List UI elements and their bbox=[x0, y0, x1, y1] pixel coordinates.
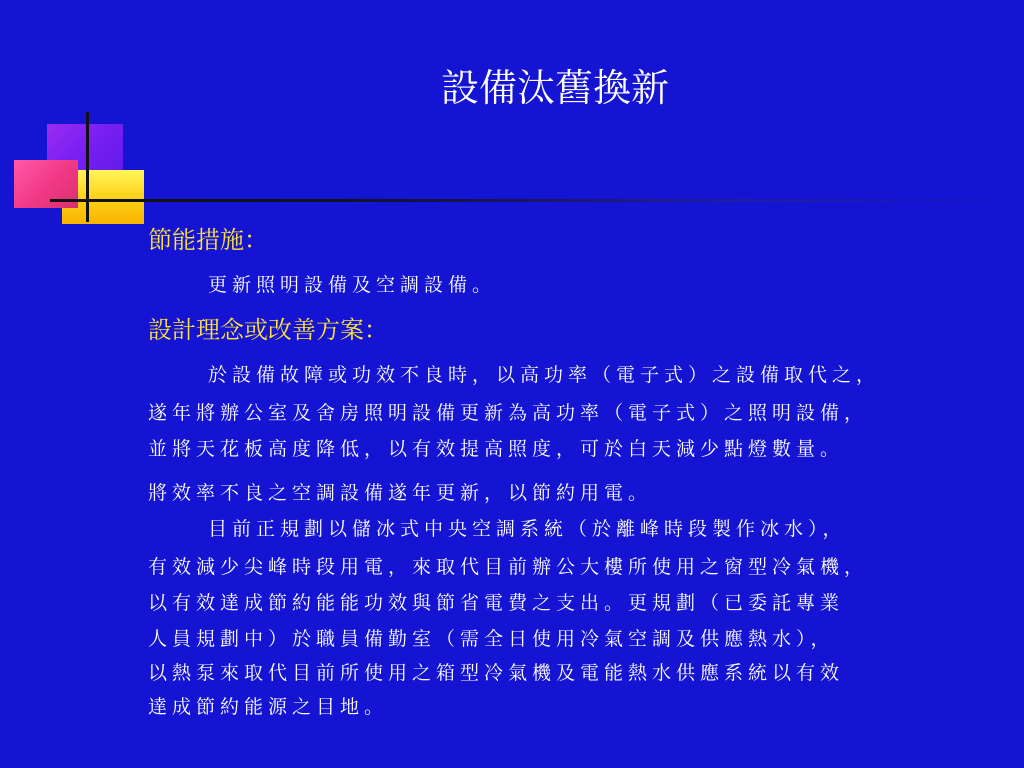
text-line: 以熱泵來取代目前所使用之箱型冷氣機及電能熱水供應系統以有效 bbox=[148, 662, 845, 684]
text-line: 將效率不良之空調設備遂年更新，以節約用電。 bbox=[148, 482, 653, 504]
text-line: 以有效達成節約能能功效與節省電費之支出。更規劃（已委託專業 bbox=[148, 592, 845, 614]
text-line: 人員規劃中）於職員備勤室（需全日使用冷氣空調及供應熱水）， bbox=[148, 628, 835, 650]
text-line: 於設備故障或功效不良時，以高功率（電子式）之設備取代之， bbox=[208, 364, 881, 386]
section-heading-design: 設計理念或改善方案： bbox=[148, 316, 388, 344]
text-line: 有效減少尖峰時段用電，來取代目前辦公大樓所使用之窗型冷氣機， bbox=[148, 556, 869, 578]
text-line: 目前正規劃以儲冰式中央空調系統（於離峰時段製作冰水）， bbox=[208, 518, 847, 540]
text-line: 並將天花板高度降低，以有效提高照度，可於白天減少點燈數量。 bbox=[148, 438, 845, 460]
text-line: 遂年將辦公室及舍房照明設備更新為高功率（電子式）之照明設備， bbox=[148, 402, 869, 424]
text-line: 達成節約能源之目地。 bbox=[148, 696, 389, 718]
logo-vertical-line bbox=[86, 112, 89, 222]
text-line: 更新照明設備及空調設備。 bbox=[208, 274, 497, 296]
title-divider-line bbox=[50, 199, 1024, 202]
section-heading-measures: 節能措施： bbox=[148, 226, 268, 254]
slide-title: 設備汰舊換新 bbox=[440, 66, 669, 110]
